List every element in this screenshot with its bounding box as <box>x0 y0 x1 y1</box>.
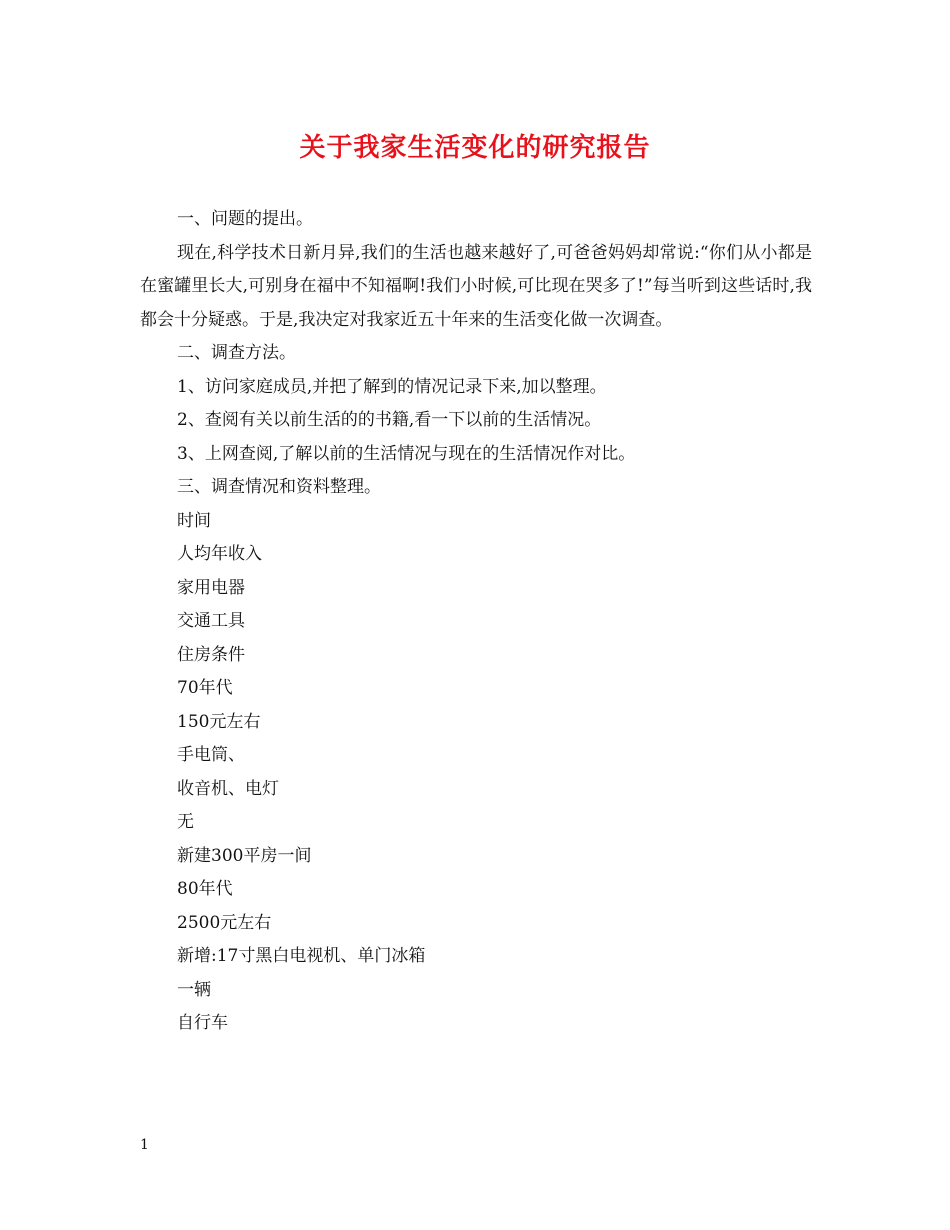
table-cell-text: 新建300平房一间 <box>177 845 312 866</box>
table-cell-text: 人均年收入 <box>177 544 262 564</box>
list-item: 2、查阅有关以前生活的的书籍,看一下以前的生活情况。 <box>177 410 602 430</box>
table-cell-text: 无 <box>177 812 194 832</box>
table-cell-text: 一辆 <box>177 979 211 1000</box>
table-cell-text: 家用电器 <box>177 577 245 598</box>
section-heading: 一、问题的提出。 <box>177 209 313 229</box>
section-heading: 二、调查方法。 <box>177 343 296 363</box>
paragraph: 现在,科学技术日新月异,我们的生活也越来越好了,可爸爸妈妈却常说:“你们从小都是在蜜罐里长大,可别身在福中不知福啊!我们小时候,可比现在哭多了!”每当听到这些话时,我都会十分疑惑。于是,我决定对我家近五十年来的生活变化做一次调查。 <box>140 242 812 330</box>
table-cell-text: 手电筒、 <box>177 745 245 765</box>
table-cell-text: 70年代 <box>177 678 233 698</box>
table-cell-text: 时间 <box>177 510 211 531</box>
table-cell-text: 新增:17寸黑白电视机、单门冰箱 <box>177 946 426 966</box>
table-cell-text: 2500元左右 <box>177 912 272 933</box>
table-cell-text: 收音机、电灯 <box>177 778 279 799</box>
table-cell-text: 80年代 <box>177 879 233 899</box>
list-item: 1、访问家庭成员,并把了解到的情况记录下来,加以整理。 <box>177 376 607 397</box>
page-number: 1 <box>140 1137 149 1153</box>
list-item: 3、上网查阅,了解以前的生活情况与现在的生活情况作对比。 <box>177 443 636 464</box>
section-heading: 三、调查情况和资料整理。 <box>177 477 381 497</box>
table-cell-text: 交通工具 <box>177 611 245 631</box>
table-cell-text: 自行车 <box>177 1013 228 1033</box>
document-body <box>140 203 812 1041</box>
document-title: 关于我家生活变化的研究报告 <box>299 133 651 163</box>
table-cell-text: 住房条件 <box>177 644 245 665</box>
table-cell-text: 150元左右 <box>177 711 261 732</box>
